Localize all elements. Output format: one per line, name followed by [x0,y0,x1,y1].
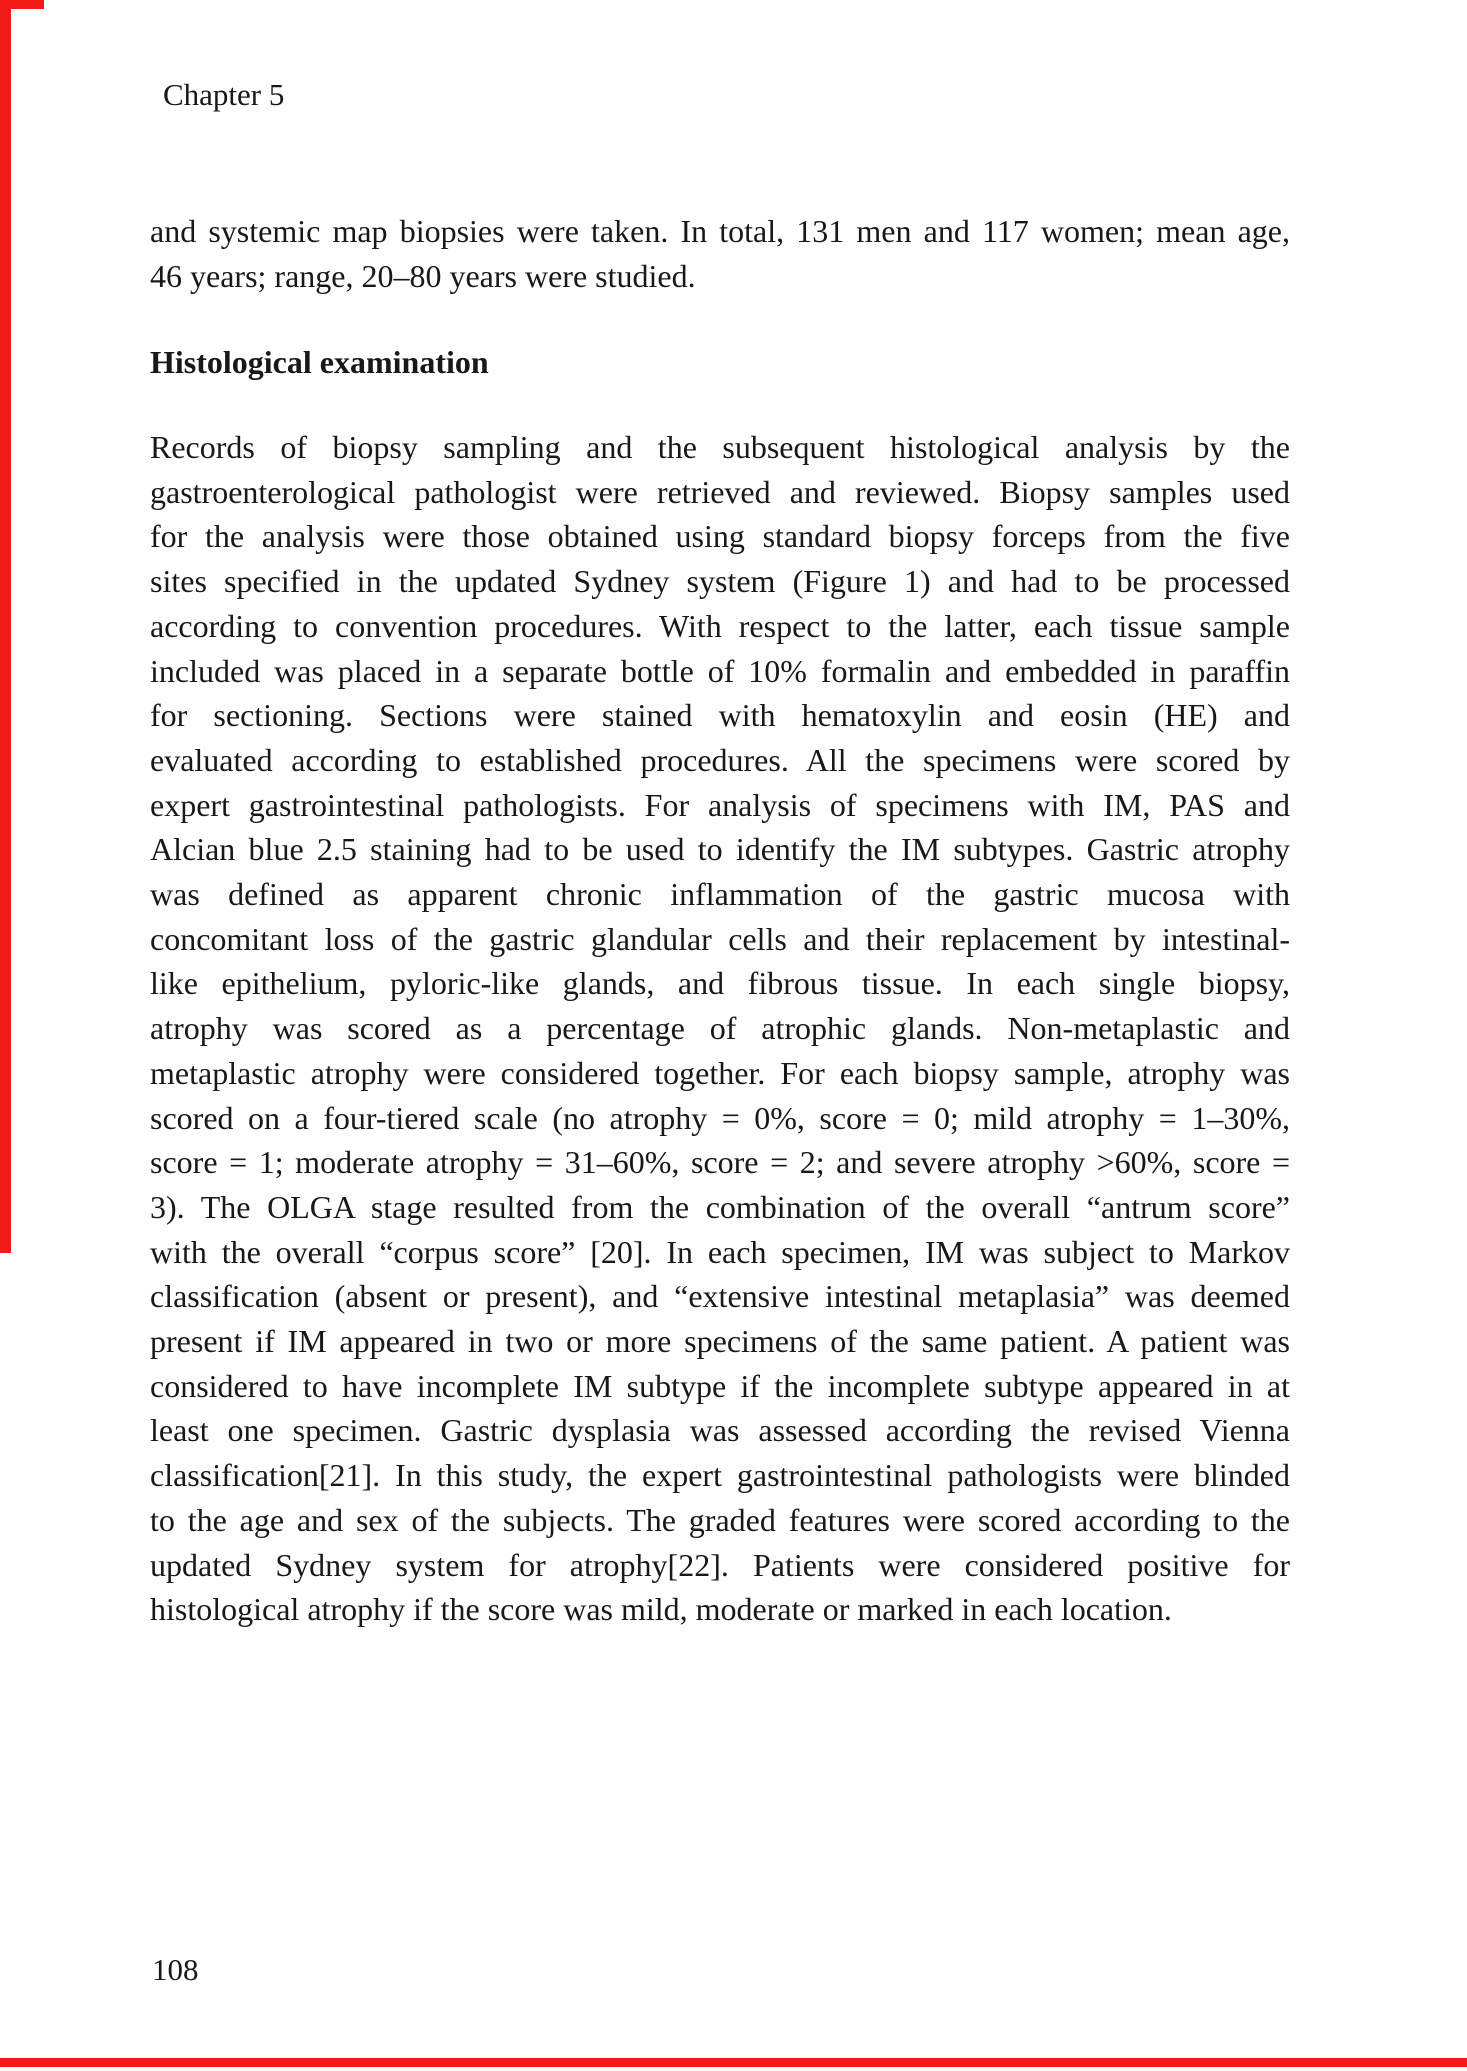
text-line: and systemic map biopsies were taken. In total, 131 men and 117 women; mean age, [150,213,1290,249]
paragraph-study-population [150,209,1290,298]
text-line: least one specimen. Gastric dysplasia was assessed according the revised Vienna [150,1412,1290,1449]
text-line: 46 years; range, 20–80 years were studied. [150,257,696,294]
text-line: concomitant loss of the gastric glandular cells and their replacement by intestinal- [150,920,1290,957]
page-number: 108 [152,1952,199,1987]
text-line: updated Sydney system for atrophy[22]. Patients were considered positive for [150,1546,1290,1583]
text-line: was defined as apparent chronic inflammation of the gastric mucosa with [150,876,1290,913]
text-line: present if IM appeared in two or more specimens of the same patient. A patient was [150,1323,1290,1360]
text-line: sites specified in the updated Sydney system (Figure 1) and had to be processed [150,563,1290,600]
text-line: classification[21]. In this study, the expert gastrointestinal pathologists were blinded [150,1457,1290,1494]
text-line: included was placed in a separate bottle of 10% formalin and embedded in paraffin [150,652,1290,689]
text-line: histological atrophy if the score was mild, moderate or marked in each location. [150,1591,1172,1628]
text-line: Alcian blue 2.5 staining had to be used to identify the IM subtypes. Gastric atrophy [150,831,1290,868]
text-line: evaluated according to established procedures. All the specimens were scored by [150,741,1290,778]
text-line: for the analysis were those obtained using standard biopsy forceps from the five [150,518,1290,555]
red-edge-mark-bottom [0,2058,1467,2067]
text-line: gastroenterological pathologist were retrieved and reviewed. Biopsy samples used [150,473,1290,510]
text-line: according to convention procedures. With respect to the latter, each tissue sample [150,607,1290,644]
text-line: classification (absent or present), and “extensive intestinal metaplasia” was deemed [150,1278,1290,1315]
text-line: like epithelium, pyloric-like glands, and fibrous tissue. In each single biopsy, [150,965,1290,1002]
red-edge-mark-top [0,0,44,9]
text-line: considered to have incomplete IM subtype if the incomplete subtype appeared in at [150,1367,1290,1404]
text-line: to the age and sex of the subjects. The graded features were scored according to the [150,1501,1290,1538]
text-line: Records of biopsy sampling and the subsequent histological analysis by the [150,429,1290,465]
text-line: atrophy was scored as a percentage of atrophic glands. Non-metaplastic and [150,1010,1290,1047]
text-line: 3). The OLGA stage resulted from the combination of the overall “antrum score” [150,1188,1290,1225]
text-line: score = 1; moderate atrophy = 31–60%, score = 2; and severe atrophy >60%, score = [150,1144,1290,1181]
text-line: scored on a four-tiered scale (no atrophy = 0%, score = 0; mild atrophy = 1–30%, [150,1099,1290,1136]
text-line: for sectioning. Sections were stained with hematoxylin and eosin (HE) and [150,697,1290,734]
running-header: Chapter 5 [163,77,285,112]
red-edge-mark-left [0,0,11,1253]
text-line: expert gastrointestinal pathologists. For analysis of specimens with IM, PAS and [150,786,1290,823]
text-line: with the overall “corpus score” [20]. In each specimen, IM was subject to Markov [150,1233,1290,1270]
paragraph-histological-examination [150,425,1290,1632]
text-line: metaplastic atrophy were considered together. For each biopsy sample, atrophy was [150,1054,1290,1091]
section-heading: Histological examination [150,344,489,380]
